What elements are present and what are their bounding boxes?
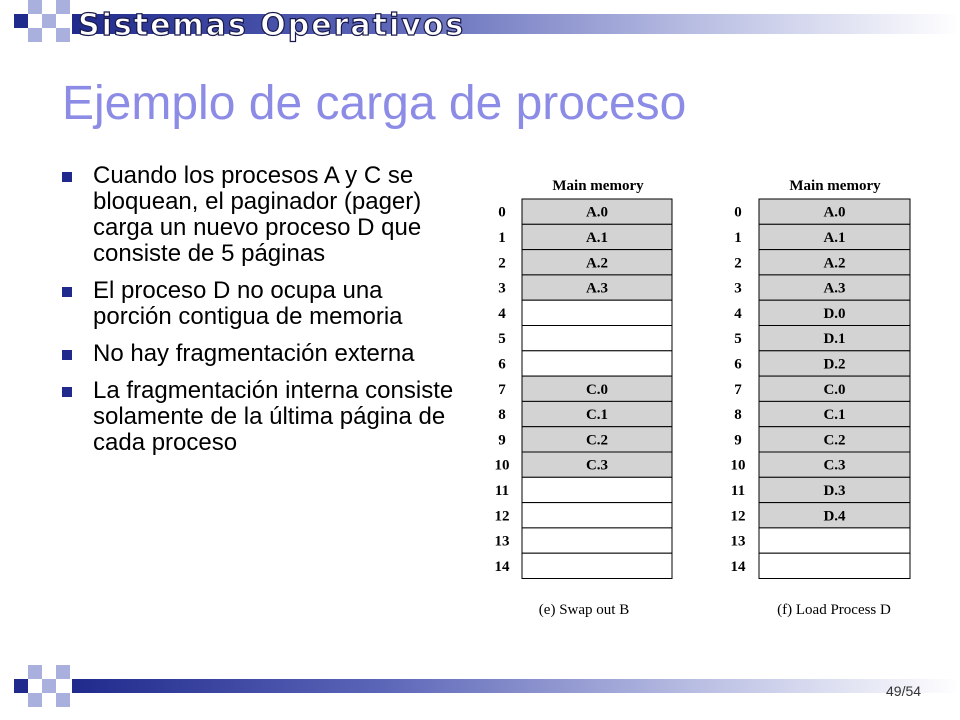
left-frame-number: 4 <box>498 305 506 322</box>
right-frame-label: A.1 <box>823 229 846 246</box>
right-frame-label: C.0 <box>823 381 846 398</box>
left-frame-label: A.2 <box>585 255 609 272</box>
right-frame-number: 2 <box>734 255 742 272</box>
right-frame-13 <box>759 528 910 553</box>
right-frame-label: D.1 <box>823 331 846 348</box>
left-frame-number: 10 <box>494 457 510 474</box>
left-frame-6 <box>522 351 672 376</box>
right-caption: (f) Load Process D <box>777 602 891 618</box>
left-frame-label: A.3 <box>585 280 609 297</box>
left-frame-label: A.1 <box>585 229 609 246</box>
left-frame-number: 11 <box>494 482 510 499</box>
page-number: 49/54 <box>886 683 922 699</box>
left-frame-14 <box>522 553 672 578</box>
right-frame-14 <box>759 553 910 578</box>
left-caption: (e) Swap out B <box>538 602 630 618</box>
right-frame-number: 8 <box>734 407 742 424</box>
bullet-text: La fragmentación interna consiste solamente de la última página de cada proceso <box>93 377 454 456</box>
left-frame-number: 5 <box>498 331 506 348</box>
right-frame-number: 13 <box>730 533 746 550</box>
right-frame-number: 12 <box>730 508 746 525</box>
right-frame-number: 6 <box>734 356 742 373</box>
left-frame-number: 8 <box>498 407 506 424</box>
right-frame-label: D.3 <box>823 482 846 499</box>
right-frame-number: 3 <box>734 280 742 297</box>
right-frame-label: C.2 <box>823 432 846 449</box>
left-frame-number: 2 <box>498 255 506 272</box>
bullet-text: Cuando los procesos A y C se bloquean, el paginador (pager) carga un nuevo proceso D que consiste de 5 páginas <box>93 162 422 267</box>
left-frame-11 <box>522 477 672 502</box>
right-frame-number: 4 <box>734 305 742 322</box>
left-frame-number: 3 <box>498 280 506 297</box>
right-frame-number: 9 <box>734 432 742 449</box>
right-frame-label: A.0 <box>823 204 846 221</box>
right-frame-label: A.3 <box>823 280 846 297</box>
right-frame-label: D.4 <box>823 508 846 525</box>
left-frame-number: 14 <box>494 558 510 575</box>
left-frame-label: C.3 <box>585 457 609 474</box>
left-frame-number: 12 <box>494 508 510 525</box>
right-frame-label: C.1 <box>823 407 846 424</box>
left-memory-header: Main memory <box>552 178 644 194</box>
right-frame-label: A.2 <box>823 255 846 272</box>
bullet-text: No hay fragmentación externa <box>93 340 415 367</box>
left-frame-4 <box>522 300 672 325</box>
left-frame-13 <box>522 528 672 553</box>
right-frame-number: 7 <box>734 381 742 398</box>
right-frame-number: 1 <box>734 229 742 246</box>
slide-title: Ejemplo de carga de proceso <box>62 77 687 130</box>
left-frame-label: C.0 <box>585 381 609 398</box>
right-memory-header: Main memory <box>789 178 881 194</box>
right-frame-number: 10 <box>730 457 746 474</box>
left-frame-number: 0 <box>498 204 506 221</box>
header-title: Sistemas Operativos <box>78 8 466 43</box>
right-frame-label: D.2 <box>823 356 846 373</box>
left-frame-5 <box>522 326 672 351</box>
left-frame-label: C.1 <box>585 407 609 424</box>
right-frame-number: 14 <box>730 558 746 575</box>
right-frame-number: 0 <box>734 204 742 221</box>
right-frame-number: 5 <box>734 331 742 348</box>
left-frame-number: 6 <box>498 356 506 373</box>
left-frame-number: 7 <box>498 381 506 398</box>
left-frame-number: 1 <box>498 229 506 246</box>
left-frame-label: C.2 <box>585 432 609 449</box>
left-frame-12 <box>522 503 672 528</box>
right-frame-label: D.0 <box>823 305 846 322</box>
left-frame-label: A.0 <box>585 204 609 221</box>
left-frame-number: 9 <box>498 432 506 449</box>
bullet-text: El proceso D no ocupa una porción contigua de memoria <box>93 277 403 330</box>
right-frame-number: 11 <box>730 482 746 499</box>
right-frame-label: C.3 <box>823 457 846 474</box>
left-frame-number: 13 <box>494 533 510 550</box>
